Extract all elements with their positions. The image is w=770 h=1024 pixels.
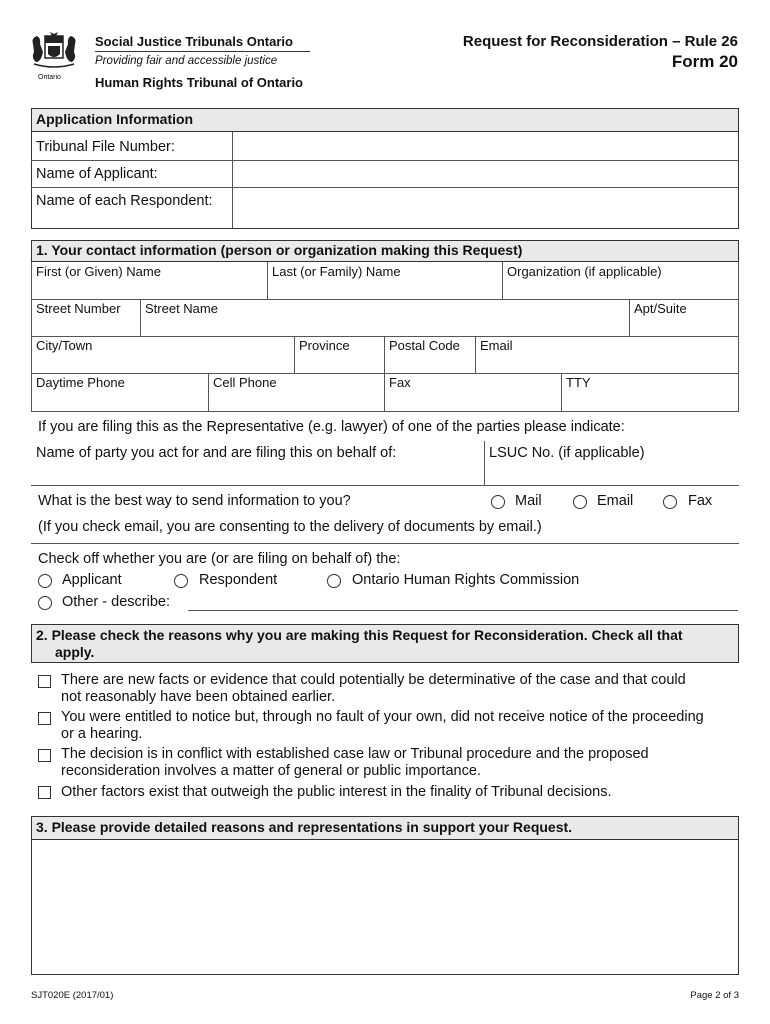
organization-label: Organization (if applicable) (507, 264, 662, 279)
fax-label: Fax (389, 375, 411, 390)
reasons-heading-line2: apply. (55, 644, 95, 660)
reason-checkbox-no-notice[interactable] (38, 712, 51, 725)
file-number-field[interactable] (236, 134, 736, 158)
page-number: Page 2 of 3 (690, 990, 739, 1001)
reason-text-line: or a hearing. (61, 726, 143, 742)
respondent-names-field[interactable] (236, 189, 736, 227)
tty-label: TTY (566, 375, 591, 390)
postal-code-label: Postal Code (389, 338, 460, 353)
details-section-heading: 3. Please provide detailed reasons and representations in support your Request. (31, 816, 739, 840)
first-name-label: First (or Given) Name (36, 264, 161, 279)
party-acting-for-field[interactable] (34, 464, 482, 484)
divider (31, 373, 739, 374)
party-acting-for-label: Name of party you act for and are filing this on behalf of: (36, 445, 397, 461)
divider (31, 543, 739, 544)
form-code: SJT020E (2017/01) (31, 990, 114, 1001)
reason-checkbox-case-law-conflict[interactable] (38, 749, 51, 762)
reason-new-facts (61, 672, 686, 706)
divider (31, 299, 739, 300)
reason-text-line: Other factors exist that outweigh the public interest in the finality of Tribunal decisions. (61, 784, 612, 800)
divider (232, 132, 233, 228)
file-number-label: Tribunal File Number: (36, 139, 175, 155)
radio-respondent[interactable] (174, 574, 188, 588)
org-name: Social Justice Tribunals Ontario (95, 34, 293, 49)
divider (484, 441, 485, 485)
ontario-logo (28, 30, 80, 84)
divider (384, 373, 385, 411)
divider (629, 299, 630, 336)
daytime-phone-label: Daytime Phone (36, 375, 125, 390)
divider (31, 485, 739, 486)
reason-text-line: You were entitled to notice but, through no fault of your own, did not receive notice of the proceeding (61, 709, 704, 725)
divider (267, 262, 268, 299)
tribunal-name: Human Rights Tribunal of Ontario (95, 75, 303, 90)
tty-field[interactable] (564, 391, 736, 409)
header-divider (95, 51, 310, 52)
street-name-label: Street Name (145, 301, 218, 316)
divider (502, 262, 503, 299)
cell-phone-label: Cell Phone (213, 375, 277, 390)
last-name-field[interactable] (270, 280, 500, 298)
radio-respondent-label: Respondent (199, 572, 278, 588)
logo-caption: Ontario (38, 74, 61, 81)
application-info-heading: Application Information (31, 108, 739, 132)
reason-text-line: reconsideration involves a matter of general or public importance. (61, 763, 481, 779)
postal-code-field[interactable] (387, 354, 473, 372)
province-field[interactable] (297, 354, 382, 372)
reason-text-line: not reasonably have been obtained earlier. (61, 689, 336, 705)
reason-checkbox-other-factors[interactable] (38, 786, 51, 799)
email-label: Email (480, 338, 513, 353)
radio-email[interactable] (573, 495, 587, 509)
radio-fax-label: Fax (688, 493, 713, 509)
lsuc-number-field[interactable] (488, 464, 736, 484)
radio-commission-label: Ontario Human Rights Commission (352, 572, 580, 588)
street-number-label: Street Number (36, 301, 121, 316)
divider (31, 187, 739, 188)
radio-applicant-label: Applicant (62, 572, 122, 588)
detailed-reasons-textarea[interactable] (33, 842, 737, 973)
lsuc-label: LSUC No. (if applicable) (489, 445, 645, 461)
radio-mail-label: Mail (515, 493, 542, 509)
reason-case-law-conflict (61, 746, 649, 780)
organization-field[interactable] (505, 280, 736, 298)
reason-other-factors (61, 784, 611, 801)
applicant-name-field[interactable] (236, 162, 736, 186)
radio-other[interactable] (38, 596, 52, 610)
email-field[interactable] (478, 354, 736, 372)
radio-applicant[interactable] (38, 574, 52, 588)
city-label: City/Town (36, 338, 93, 353)
radio-email-label: Email (597, 493, 634, 509)
radio-commission[interactable] (327, 574, 341, 588)
radio-other-label: Other - describe: (62, 594, 170, 610)
reason-text-line: There are new facts or evidence that could potentially be determinative of the case and that could (61, 672, 686, 688)
representative-note: If you are filing this as the Representative (e.g. lawyer) of one of the parties please indicate: (38, 419, 625, 435)
reasons-section-heading (31, 624, 739, 663)
email-consent-note: (If you check email, you are consenting to the delivery of documents by email.) (38, 519, 542, 535)
apt-suite-label: Apt/Suite (634, 301, 687, 316)
divider (31, 411, 739, 412)
other-describe-field[interactable] (188, 592, 738, 611)
respondent-names-label: Name of each Respondent: (36, 193, 213, 209)
org-tagline: Providing fair and accessible justice (95, 55, 278, 67)
street-number-field[interactable] (34, 317, 138, 335)
divider (294, 336, 295, 373)
radio-fax[interactable] (663, 495, 677, 509)
radio-mail[interactable] (491, 495, 505, 509)
province-label: Province (299, 338, 350, 353)
divider (31, 160, 739, 161)
divider (384, 336, 385, 373)
form-title: Request for Reconsideration – Rule 26 (462, 33, 738, 50)
form-number: Form 20 (671, 52, 738, 71)
contact-section-heading: 1. Your contact information (person or organization making this Request) (31, 240, 739, 262)
reason-text-line: The decision is in conflict with established case law or Tribunal procedure and the proposed (61, 746, 649, 762)
apt-suite-field[interactable] (632, 317, 736, 335)
divider (208, 373, 209, 411)
applicant-name-label: Name of Applicant: (36, 166, 158, 182)
divider (31, 336, 739, 337)
divider (140, 299, 141, 336)
last-name-label: Last (or Family) Name (272, 264, 401, 279)
fax-field[interactable] (387, 391, 559, 409)
divider (561, 373, 562, 411)
street-name-field[interactable] (143, 317, 627, 335)
daytime-phone-field[interactable] (34, 391, 206, 409)
divider (475, 336, 476, 373)
reasons-heading-line1: 2. Please check the reasons why you are making this Request for Reconsideration. Check all that (36, 627, 683, 643)
send-method-question: What is the best way to send information to you? (38, 493, 351, 509)
cell-phone-field[interactable] (211, 391, 382, 409)
reason-no-notice (61, 709, 704, 743)
first-name-field[interactable] (34, 280, 265, 298)
city-field[interactable] (34, 354, 292, 372)
reason-checkbox-new-facts[interactable] (38, 675, 51, 688)
party-type-question: Check off whether you are (or are filing on behalf of) the: (38, 551, 401, 567)
